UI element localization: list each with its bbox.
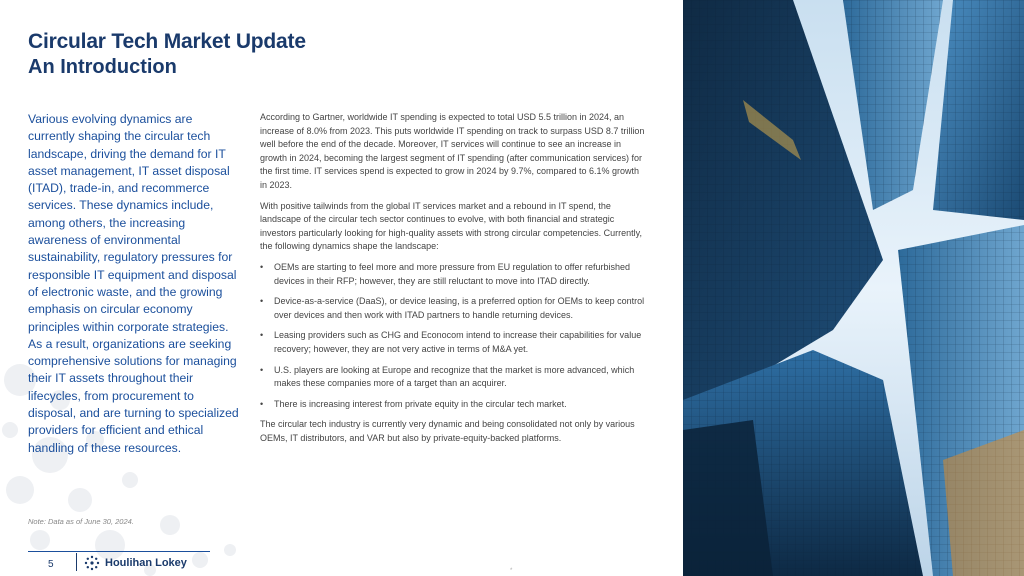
body-paragraph: According to Gartner, worldwide IT spending is expected to total USD 5.5 trillion in 2024, an increase of 8.0% from 2023. This puts worldwide IT spending on track to surpass USD 8.7 trillion well before the end of the decade. Moreover, IT services will continue to see an increase in growth in 2024, becoming the largest segment of IT spending (after communication services) for the first time. IT services spend is expected to grow in 2024 by 9.7%, compared to 6.1% growth in 2023. — [260, 112, 645, 190]
page-title: Circular Tech Market Update — [28, 30, 306, 53]
body-text-column — [260, 111, 646, 452]
footer-divider — [28, 551, 210, 552]
center-mark: * — [510, 568, 513, 574]
list-item: • There is increasing interest from private equity in the circular tech market. — [260, 398, 646, 412]
houlihan-lokey-logo-icon — [84, 555, 100, 571]
footer-separator — [76, 553, 77, 571]
list-item: • Leasing providers such as CHG and Econocom intend to increase their capabilities for value recovery; however, they are not very active in terms of M&A yet. — [260, 329, 646, 356]
body-paragraph: The circular tech industry is currently very dynamic and being consolidated not only by various OEMs, IT distributors, and VAR but also by private-equity-backed platforms. — [260, 419, 635, 443]
page-subtitle: An Introduction — [28, 56, 177, 78]
brand-name: Houlihan Lokey — [105, 557, 187, 569]
page-number: 5 — [48, 559, 54, 570]
dynamics-list — [260, 261, 646, 411]
skyscrapers-photo — [683, 0, 1024, 576]
list-item: • U.S. players are looking at Europe and recognize that the market is more advanced, which makes these companies more of a target than an acquirer. — [260, 364, 646, 391]
list-item: • Device-as-a-service (DaaS), or device leasing, is a preferred option for OEMs to keep control over devices and then work with ITAD partners to handle returning devices. — [260, 295, 646, 322]
intro-text: Various evolving dynamics are currently shaping the circular tech landscape, driving the demand for IT asset management, IT asset disposal (ITAD), trade-in, and recommerce services. These dynamics include, among others, the increasing awareness of environmental sustainability, regulatory pressures for responsible IT equipment and disposal of electronic waste, and the growing emphasis on circular economy principles within corporate strategies. As a result, organizations are seeking comprehensive solutions for managing their IT assets throughout their lifecycles, from procurement to disposal, and are turning to specialized providers for efficient and ethical handling of these resources. — [28, 112, 239, 455]
list-item: • OEMs are starting to feel more and more pressure from EU regulation to offer refurbished devices in their RFP; however, they are still reluctant to move into ITAD directly. — [260, 261, 646, 288]
body-paragraph: With positive tailwinds from the global IT services market and a rebound in IT spend, the landscape of the circular tech sector continues to evolve, with both financial and strategic investors particularly looking for high-quality assets with strong circular competencies. Currently, the following dynamics shape the landscape: — [260, 200, 642, 252]
footnote: Note: Data as of June 30, 2024. — [28, 517, 134, 526]
